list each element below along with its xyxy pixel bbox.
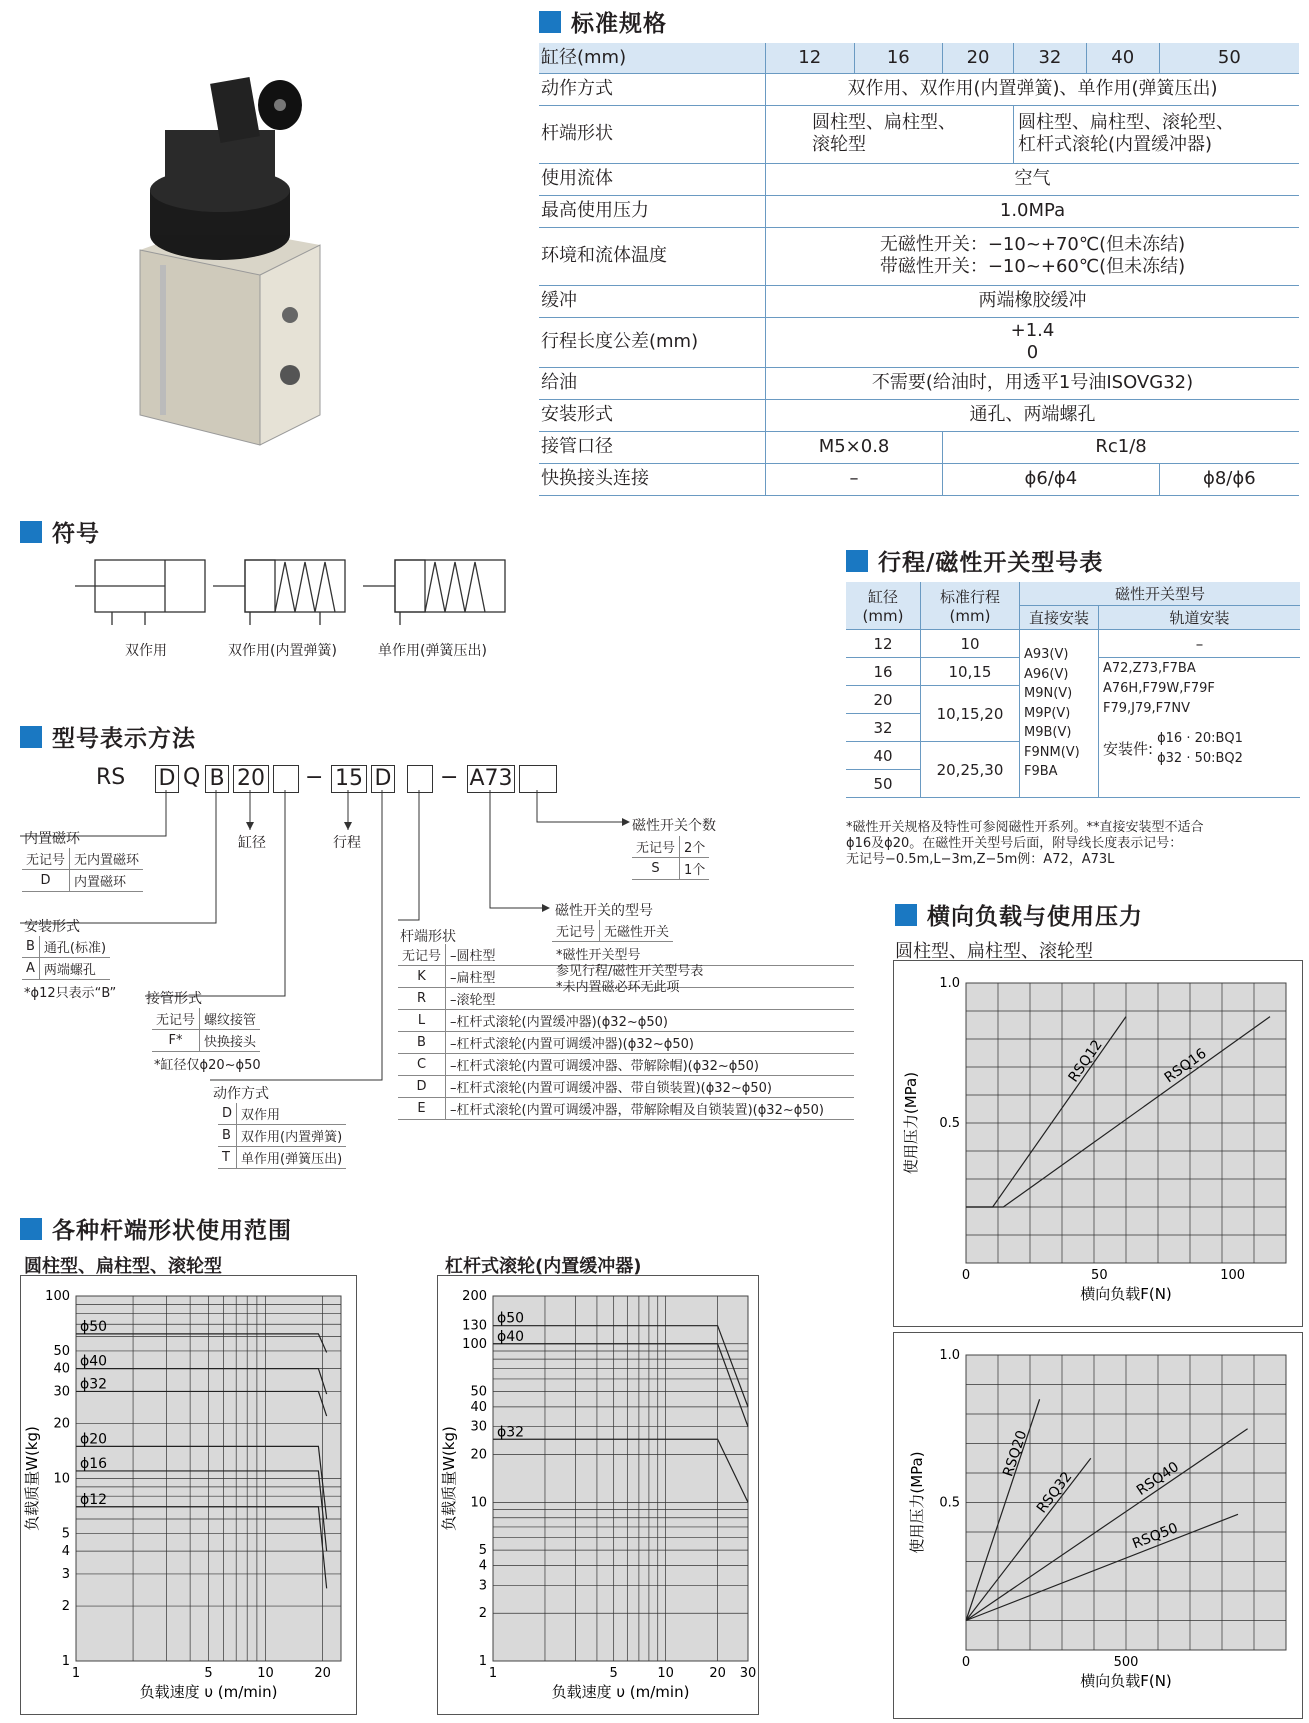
mount-brace <box>1103 729 1296 769</box>
y-tick-label: 10 <box>470 1495 487 1511</box>
port-title: 接管形式 <box>146 991 202 1007</box>
rod-range-chart-1 <box>20 1275 357 1715</box>
series-label: RSQ16 <box>1161 1045 1210 1087</box>
port-label: 接管口径 <box>539 431 766 463</box>
model-section-title <box>20 720 196 753</box>
mount-note: *ϕ12只表示“B” <box>24 986 117 1001</box>
x-tick-label: 50 <box>1091 1268 1108 1283</box>
series-label: ϕ40 <box>497 1328 525 1345</box>
y-tick-label: 40 <box>470 1399 487 1415</box>
x-tick-label: 10 <box>657 1666 674 1681</box>
code-count-box <box>519 765 557 793</box>
count-desc: 2个 <box>680 836 710 858</box>
rod-large <box>1013 105 1299 163</box>
mount-value: 通孔、两端螺孔 <box>766 399 1300 431</box>
direct-item: M9P(V) <box>1024 705 1071 721</box>
rod-small-line2: 滚轮型 <box>812 134 866 155</box>
switch-title: 磁性开关的型号 <box>555 903 653 919</box>
code-stroke: 15 <box>331 765 367 793</box>
pressure-label: 最高使用压力 <box>539 195 766 227</box>
rod-desc: –圆柱型 <box>446 944 855 966</box>
code-d: D <box>155 765 179 793</box>
direct-item: A93(V) <box>1024 647 1069 663</box>
y-tick-label: 3 <box>61 1566 70 1582</box>
action-value: 双作用、双作用(内置弹簧)、单作用(弹簧压出) <box>766 73 1300 105</box>
bore-40: 40 <box>1086 43 1159 73</box>
count-table <box>632 836 709 880</box>
x-tick-label: 5 <box>609 1666 618 1681</box>
port-note: *缸径仅ϕ20~ϕ50 <box>154 1058 261 1073</box>
mount-label: 安装形式 <box>539 399 766 431</box>
rod-code: 无记号 <box>398 944 446 966</box>
quick-1: – <box>766 463 943 495</box>
y-tick-label: 1 <box>61 1654 70 1669</box>
mount-values <box>1157 729 1243 769</box>
x-tick-label: 100 <box>1220 1268 1246 1283</box>
oil-label: 给油 <box>539 367 766 399</box>
x-tick-label: 20 <box>314 1666 331 1681</box>
rod-small <box>766 105 1014 163</box>
magnet-desc: 内置磁环 <box>70 870 144 892</box>
lateral-title-text: 横向负载与使用压力 <box>927 904 1143 930</box>
h-bore <box>846 582 921 630</box>
switch-note-2: 参见行程/磁性开关型号表 <box>556 964 704 979</box>
action-table <box>218 1103 346 1169</box>
y-tick-label: 10 <box>53 1471 70 1487</box>
rail-item: F79,J79,F7NV <box>1103 701 1191 716</box>
y-tick-label: 50 <box>53 1343 70 1359</box>
bore-50: 50 <box>1159 43 1299 73</box>
x-axis-label: 横向负载F(N) <box>1080 1672 1172 1690</box>
model-prefix: RS <box>96 765 126 790</box>
bore-cell: 32 <box>846 714 921 742</box>
h-bore-text: 缸径 <box>867 588 898 606</box>
y-tick-label: 1 <box>478 1654 487 1669</box>
direct-item: F9NM(V) <box>1024 744 1080 760</box>
rod-code: L <box>398 1010 446 1032</box>
lateral-chart-1 <box>893 960 1303 1327</box>
mount-code: A <box>22 958 39 980</box>
code-port-box <box>273 765 299 793</box>
switch-note-3: *未内置磁必环无此项 <box>556 980 680 995</box>
x-tick-label: 30 <box>739 1666 757 1681</box>
code-q: Q <box>183 765 201 790</box>
mount-table <box>22 936 110 980</box>
section-marker-icon <box>20 726 42 748</box>
spec-section-title <box>539 5 667 38</box>
model-dash-2: − <box>440 765 459 790</box>
fluid-label: 使用流体 <box>539 163 766 195</box>
y-tick-label: 0.5 <box>939 1116 960 1131</box>
series-label: ϕ32 <box>497 1424 525 1441</box>
rod-large-line1: 圆柱型、扁柱型、滚轮型、 <box>1017 112 1234 133</box>
y-tick-label: 130 <box>462 1318 487 1334</box>
symbol-label-2: 双作用(内置弹簧) <box>228 643 337 659</box>
model-dash-1: − <box>305 765 324 790</box>
x-tick-label: 20 <box>709 1666 726 1681</box>
rod-range-subtitle-2: 杠杆式滚轮(内置缓冲器) <box>445 1256 642 1277</box>
y-tick-label: 4 <box>478 1558 487 1574</box>
rod-title: 杆端形状 <box>400 929 456 945</box>
count-desc: 1个 <box>680 858 710 880</box>
cylinder-symbols <box>70 555 510 630</box>
stroke-caption: 行程 <box>333 835 361 851</box>
x-axis-label: 负载速度 υ (m/min) <box>139 1683 278 1701</box>
stroke-note-1: *磁性开关规格及特性可参阅磁性开系列。**直接安装型不适合 <box>846 820 1204 835</box>
y-tick-label: 1.0 <box>939 1348 960 1363</box>
stroke-cell: 10,15,20 <box>921 686 1020 742</box>
series-label: RSQ40 <box>1133 1458 1183 1499</box>
rod-code: R <box>398 988 446 1010</box>
tol-label: 行程长度公差(mm) <box>539 317 766 367</box>
bore-cell: 20 <box>846 686 921 714</box>
y-tick-label: 0.5 <box>939 1495 960 1511</box>
y-tick-label: 5 <box>61 1526 70 1542</box>
action-code: B <box>218 1125 237 1147</box>
x-tick-label: 5 <box>204 1666 213 1681</box>
tol-value <box>766 317 1300 367</box>
action-desc: 单作用(弹簧压出) <box>237 1147 347 1169</box>
y-tick-label: 1.0 <box>939 976 960 991</box>
rod-code: E <box>398 1098 446 1120</box>
stroke-cell: 10,15 <box>921 658 1020 686</box>
x-tick-label: 1 <box>71 1666 81 1681</box>
action-code: D <box>218 1103 237 1125</box>
direct-item: A96(V) <box>1024 666 1069 682</box>
mount-desc: 两端螺孔 <box>39 958 110 980</box>
stroke-cell: 10 <box>921 630 1020 658</box>
port-small: M5×0.8 <box>766 431 943 463</box>
code-bore: 20 <box>233 765 269 793</box>
rod-range-title-text: 各种杆端形状使用范围 <box>52 1218 292 1244</box>
series-label: RSQ50 <box>1130 1520 1181 1553</box>
mount-word: 安装件: <box>1103 740 1154 758</box>
y-axis-label: 使用压力(MPa) <box>902 1071 920 1175</box>
product-image <box>120 75 420 455</box>
y-tick-label: 100 <box>45 1289 70 1304</box>
y-tick-label: 20 <box>53 1416 70 1432</box>
pressure-value: 1.0MPa <box>766 195 1300 227</box>
series-label: RSQ20 <box>1000 1428 1031 1479</box>
y-tick-label: 40 <box>53 1361 70 1377</box>
mount-value-1: ϕ16 · 20:BQ1 <box>1157 731 1243 746</box>
section-marker-icon <box>895 904 917 926</box>
port-code: 无记号 <box>152 1008 200 1030</box>
series-label: RSQ12 <box>1065 1037 1106 1086</box>
y-tick-label: 30 <box>470 1419 487 1435</box>
switch-desc: 无磁性开关 <box>600 920 674 942</box>
h-rail: 轨道安装 <box>1099 606 1301 630</box>
port-table <box>152 1008 260 1052</box>
section-marker-icon <box>846 550 868 572</box>
action-desc: 双作用 <box>237 1103 347 1125</box>
section-marker-icon <box>539 11 561 33</box>
stroke-section-title <box>846 544 1103 577</box>
y-tick-label: 100 <box>462 1336 487 1352</box>
code-action: D <box>371 765 395 793</box>
x-tick-label: 10 <box>257 1666 274 1681</box>
mount-title: 安装形式 <box>24 919 80 935</box>
lateral-chart-2 <box>893 1332 1303 1719</box>
rod-code: D <box>398 1076 446 1098</box>
stroke-note-2: ϕ16及ϕ20。在磁性开关型号后面，附导线长度表示记号： <box>846 836 1183 851</box>
x-tick-label: 0 <box>961 1268 971 1283</box>
stroke-title-text: 行程/磁性开关型号表 <box>878 550 1104 576</box>
bore-caption: 缸径 <box>238 835 266 851</box>
oil-value: 不需要(给油时，用透平1号油ISOVG32) <box>766 367 1300 399</box>
direct-item: F9BA <box>1024 764 1058 780</box>
y-tick-label: 20 <box>470 1447 487 1463</box>
y-tick-label: 2 <box>61 1599 70 1615</box>
x-axis-label: 横向负载F(N) <box>1080 1285 1172 1303</box>
rod-small-line1: 圆柱型、扁柱型、 <box>812 112 956 133</box>
rail-list <box>1099 658 1301 798</box>
lateral-subtitle: 圆柱型、扁柱型、滚轮型 <box>895 941 1093 962</box>
temp-label: 环境和流体温度 <box>539 227 766 285</box>
rod-desc: –滚轮型 <box>446 988 855 1010</box>
y-axis-label: 负载质量W(kg) <box>440 1426 458 1531</box>
bore-cell: 40 <box>846 742 921 770</box>
quick-3: ϕ8/ϕ6 <box>1159 463 1299 495</box>
count-code: 无记号 <box>632 836 680 858</box>
code-switch: A73 <box>467 765 515 793</box>
y-axis-label: 使用压力(MPa) <box>908 1451 926 1554</box>
action-code: T <box>218 1147 237 1169</box>
magnet-table <box>22 848 143 892</box>
temp-value <box>766 227 1300 285</box>
h-bore-unit: (mm) <box>862 607 904 625</box>
y-tick-label: 5 <box>478 1543 487 1559</box>
h-stroke <box>921 582 1020 630</box>
section-marker-icon <box>20 521 42 543</box>
port-large: Rc1/8 <box>943 431 1299 463</box>
symbol-section-title <box>20 515 100 548</box>
cushion-label: 缓冲 <box>539 285 766 317</box>
series-label: ϕ16 <box>80 1455 108 1472</box>
tol-upper: +1.4 <box>1010 320 1055 341</box>
rod-desc: –杠杆式滚轮(内置可调缓冲器、带解除帽)(ϕ32~ϕ50) <box>446 1054 855 1076</box>
temp-line2: 带磁性开关：−10~+60℃(但未冻结) <box>879 256 1186 277</box>
bore-cell: 12 <box>846 630 921 658</box>
direct-item: M9N(V) <box>1024 686 1073 702</box>
switch-note-1: *磁性开关型号 <box>556 948 641 963</box>
x-tick-label: 500 <box>1113 1655 1139 1670</box>
y-tick-label: 3 <box>478 1578 487 1594</box>
y-tick-label: 2 <box>478 1606 487 1622</box>
fluid-value: 空气 <box>766 163 1300 195</box>
symbol-label-1: 双作用 <box>125 643 167 659</box>
y-axis-label: 负载质量W(kg) <box>23 1426 41 1531</box>
y-tick-label: 30 <box>53 1384 70 1400</box>
rod-range-subtitle-1: 圆柱型、扁柱型、滚轮型 <box>24 1256 222 1277</box>
bore-20: 20 <box>943 43 1014 73</box>
model-title-text: 型号表示方法 <box>52 726 196 752</box>
direct-item: M9B(V) <box>1024 725 1072 741</box>
rod-desc: –杠杆式滚轮(内置可调缓冲器，带解除帽及自锁装置)(ϕ32~ϕ50) <box>446 1098 855 1120</box>
count-code: S <box>632 858 680 880</box>
stroke-cell: 20,25,30 <box>921 742 1020 798</box>
tol-lower: 0 <box>1026 342 1039 363</box>
stroke-table <box>846 582 1300 798</box>
rod-code: K <box>398 966 446 988</box>
magnet-desc: 无内置磁环 <box>70 848 144 870</box>
rod-code: C <box>398 1054 446 1076</box>
switch-code: 无记号 <box>552 920 600 942</box>
cushion-value: 两端橡胶缓冲 <box>766 285 1300 317</box>
x-tick-label: 1 <box>488 1666 498 1681</box>
magnet-title: 内置磁环 <box>24 831 80 847</box>
spec-title-text: 标准规格 <box>571 11 667 37</box>
rail-12: – <box>1099 630 1301 658</box>
mount-value-2: ϕ32 · 50:BQ2 <box>1157 751 1243 766</box>
h-direct: 直接安装 <box>1020 606 1099 630</box>
series-label: ϕ32 <box>80 1376 108 1393</box>
quick-2: ϕ6/ϕ4 <box>943 463 1160 495</box>
rod-code: B <box>398 1032 446 1054</box>
h-switch: 磁性开关型号 <box>1020 582 1301 606</box>
h-stroke-unit: (mm) <box>949 607 991 625</box>
rod-range-chart-2 <box>437 1275 759 1715</box>
x-axis-label: 负载速度 υ (m/min) <box>551 1683 690 1701</box>
bore-32: 32 <box>1013 43 1086 73</box>
y-tick-label: 4 <box>61 1544 70 1560</box>
series-label: ϕ40 <box>80 1353 108 1370</box>
rod-desc: –杠杆式滚轮(内置缓冲器)(ϕ32~ϕ50) <box>446 1010 855 1032</box>
port-code: F* <box>152 1030 200 1052</box>
count-title: 磁性开关个数 <box>632 818 716 834</box>
quick-label: 快换接头连接 <box>539 463 766 495</box>
switch-table <box>552 920 673 942</box>
magnet-code: D <box>22 870 70 892</box>
stroke-note <box>846 820 1204 868</box>
series-label: ϕ50 <box>497 1310 525 1327</box>
rod-desc: –扁柱型 <box>446 966 855 988</box>
spec-table <box>539 43 1299 496</box>
symbol-title-text: 符号 <box>52 521 100 547</box>
rail-item: A76H,F79W,F79F <box>1103 681 1215 696</box>
symbol-label-3: 单作用(弹簧压出) <box>378 643 487 659</box>
series-label: ϕ12 <box>80 1491 108 1508</box>
bore-label: 缸径(mm) <box>539 43 766 73</box>
section-marker-icon <box>20 1218 42 1240</box>
rod-desc: –杠杆式滚轮(内置可调缓冲器)(ϕ32~ϕ50) <box>446 1032 855 1054</box>
series-label: ϕ50 <box>80 1318 108 1335</box>
code-b: B <box>205 765 229 793</box>
bore-12: 12 <box>766 43 855 73</box>
series-label: ϕ20 <box>80 1431 108 1448</box>
rail-item: A72,Z73,F7BA <box>1103 661 1196 676</box>
code-rod-box <box>407 765 433 793</box>
bore-16: 16 <box>854 43 943 73</box>
stroke-note-3: 无记号−0.5m,L−3m,Z−5m例：A72，A73L <box>846 852 1115 867</box>
bore-cell: 16 <box>846 658 921 686</box>
magnet-code: 无记号 <box>22 848 70 870</box>
y-tick-label: 50 <box>470 1384 487 1400</box>
bore-cell: 50 <box>846 770 921 798</box>
y-tick-label: 200 <box>462 1289 487 1304</box>
port-desc: 快换接头 <box>200 1030 261 1052</box>
h-stroke-text: 标准行程 <box>939 588 1000 606</box>
action-desc: 双作用(内置弹簧) <box>237 1125 347 1147</box>
rod-large-line2: 杠杆式滚轮(内置缓冲器) <box>1017 134 1213 155</box>
action-title: 动作方式 <box>213 1086 269 1102</box>
action-label: 动作方式 <box>539 73 766 105</box>
rod-label: 杆端形状 <box>539 105 766 163</box>
lateral-section-title <box>895 898 1143 931</box>
rod-desc: –杠杆式滚轮(内置可调缓冲器、带自锁装置)(ϕ32~ϕ50) <box>446 1076 855 1098</box>
mount-desc: 通孔(标准) <box>39 936 110 958</box>
mount-code: B <box>22 936 39 958</box>
temp-line1: 无磁性开关：−10~+70℃(但未冻结) <box>879 234 1186 255</box>
direct-list <box>1020 630 1099 798</box>
port-desc: 螺纹接管 <box>200 1008 261 1030</box>
switch-note <box>556 948 703 996</box>
x-tick-label: 0 <box>961 1655 971 1670</box>
rod-range-section-title <box>20 1212 292 1245</box>
series-label: RSQ32 <box>1033 1468 1076 1517</box>
